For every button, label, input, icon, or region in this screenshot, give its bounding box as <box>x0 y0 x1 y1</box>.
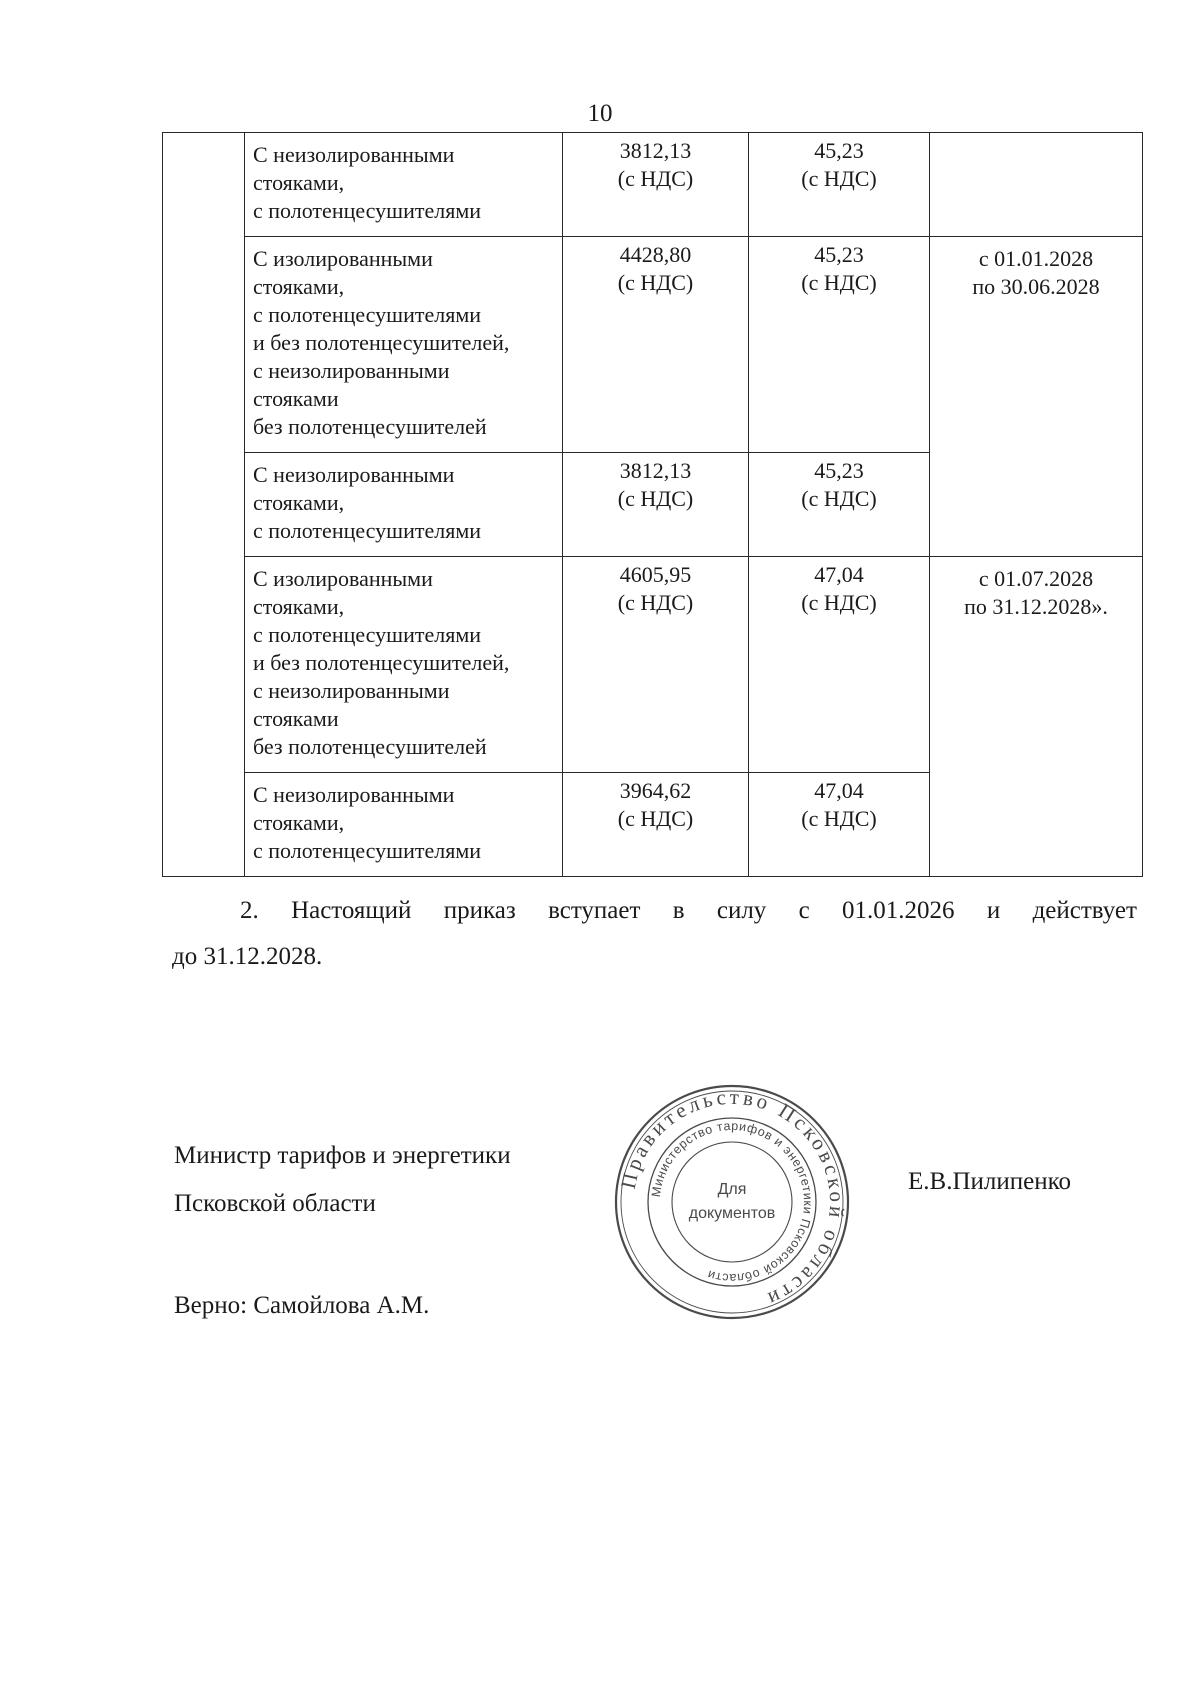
price-value: 4605,95 (с НДС) <box>617 562 694 615</box>
seal-center-line-1: Для <box>717 1181 747 1198</box>
row-price <box>563 133 749 237</box>
clause-word: Настоящий <box>291 897 412 924</box>
row-price <box>563 237 749 453</box>
row-period <box>930 133 1143 237</box>
price-value: 4428,80 (с НДС) <box>617 242 694 295</box>
row-rate <box>749 133 930 237</box>
table-row <box>163 133 1143 237</box>
row-description: С неизолированными стояками, с полотенцесушителями <box>245 773 563 877</box>
verified-by: Верно: Самойлова А.М. <box>174 1292 430 1319</box>
rate-value: 47,04 (с НДС) <box>801 778 877 831</box>
row-description: С изолированными стояками, с полотенцесушителями и без полотенцесушителей, с неизолированными стояками без полотенцесушителей <box>245 237 563 453</box>
clause-word: и <box>986 897 1001 924</box>
row-description: С изолированными стояками, с полотенцесушителями и без полотенцесушителей, с неизолированными стояками без полотенцесушителей <box>245 557 563 773</box>
row-rate <box>749 557 930 773</box>
signer-name: Е.В.Пилипенко <box>908 1168 1071 1195</box>
spacer <box>174 1228 511 1282</box>
row-description: С неизолированными стояками, с полотенцесушителями <box>245 453 563 557</box>
price-value: 3812,13 (с НДС) <box>617 458 694 511</box>
clause-word: 2. <box>240 897 259 924</box>
seal-inner-ring <box>672 1142 792 1262</box>
rate-value: 45,23 (с НДС) <box>801 138 877 191</box>
clause-word: с <box>798 897 810 924</box>
period-value: с 01.01.2028 по 30.06.2028 <box>972 246 1100 299</box>
clause-word: вступает <box>548 897 641 924</box>
price-value: 3964,62 (с НДС) <box>617 778 694 831</box>
page-number: 10 <box>587 100 613 127</box>
row-rate <box>749 453 930 557</box>
signer-position-line-2: Псковской области <box>174 1190 376 1217</box>
table-row <box>163 237 1143 453</box>
seal-outer-text: Правительство Псковской области <box>615 1084 850 1313</box>
clause-line-2: до 31.12.2028. <box>172 943 323 970</box>
price-value: 3812,13 (с НДС) <box>617 138 694 191</box>
tariff-table <box>162 132 1143 877</box>
row-price <box>563 453 749 557</box>
table-row <box>163 557 1143 773</box>
clause-word: в <box>672 897 685 924</box>
clause-paragraph <box>172 888 1137 980</box>
row-price <box>563 773 749 877</box>
seal-middle-ring <box>648 1118 816 1286</box>
clause-word: 01.01.2026 <box>842 897 955 924</box>
row-period <box>930 557 1143 877</box>
signer-position-line-1: Министр тарифов и энергетики <box>174 1142 511 1169</box>
row-rate <box>749 237 930 453</box>
row-rate <box>749 773 930 877</box>
rate-value: 45,23 (с НДС) <box>801 458 877 511</box>
clause-word: силу <box>716 897 767 924</box>
period-value: с 01.07.2028 по 31.12.2028». <box>964 566 1108 619</box>
seal-center-line-2: документов <box>688 1205 776 1222</box>
row-price <box>563 557 749 773</box>
signature-block <box>174 1132 511 1330</box>
row-period <box>930 237 1143 557</box>
clause-word: действует <box>1032 897 1137 924</box>
row-description: С неизолированными стояками, с полотенцесушителями <box>245 133 563 237</box>
seal-inner-text: Министерство тарифов и энергетики Псковской области <box>649 1118 816 1286</box>
clause-line-1 <box>172 888 1137 934</box>
clause-word: приказ <box>443 897 516 924</box>
rate-value: 45,23 (с НДС) <box>801 242 877 295</box>
rate-value: 47,04 (с НДС) <box>801 562 877 615</box>
empty-index-cell <box>163 133 245 877</box>
official-seal-stamp <box>612 1082 852 1322</box>
